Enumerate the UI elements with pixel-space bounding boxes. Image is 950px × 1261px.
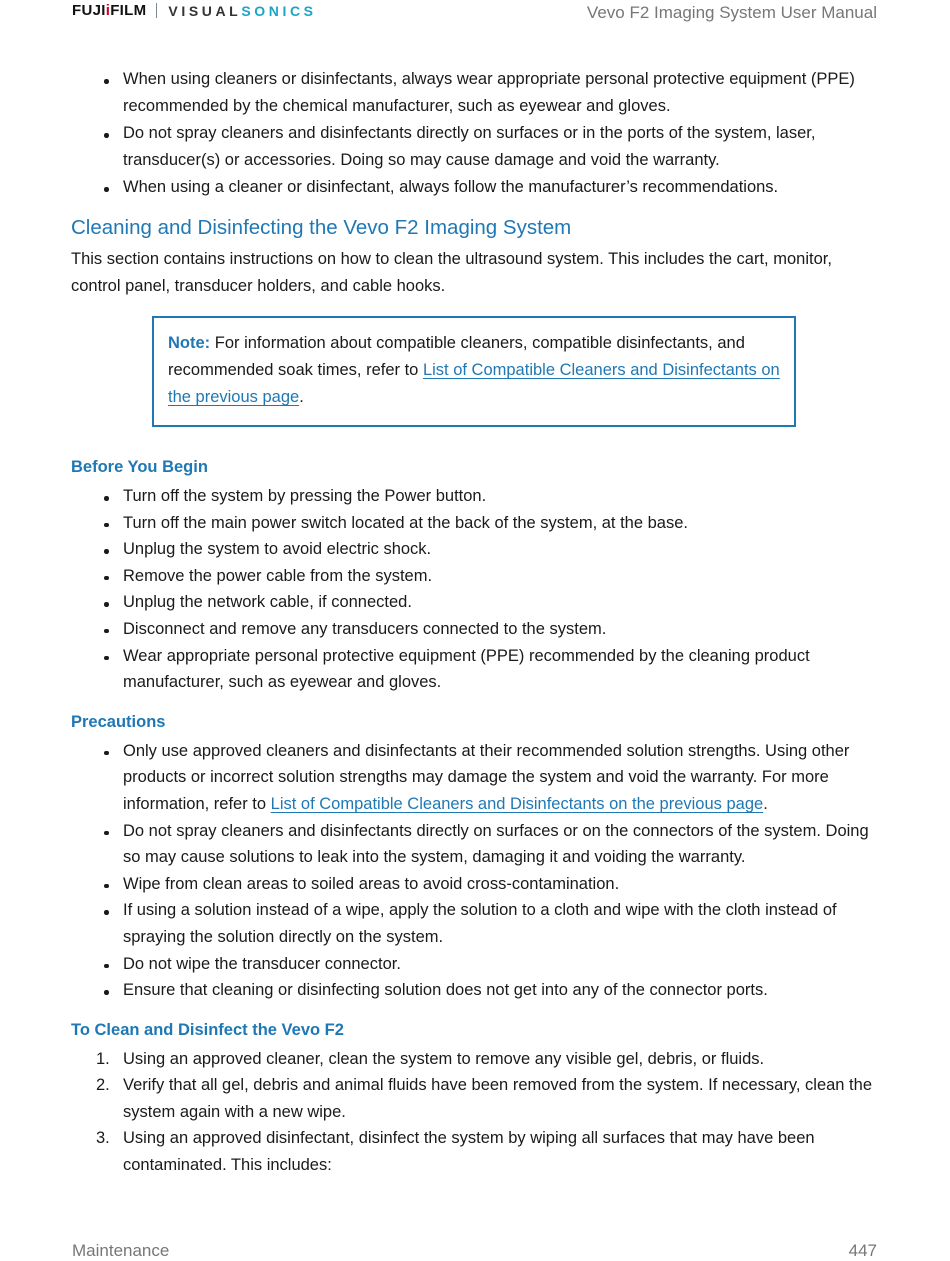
page-header <box>0 0 950 30</box>
clean-disinfect-heading: To Clean and Disinfect the Vevo F2 <box>71 1020 344 1039</box>
fujifilm-visualsonics-logo <box>72 2 317 19</box>
list-item: Unplug the system to avoid electric shock. <box>71 536 881 563</box>
note-box <box>152 316 796 427</box>
page-content <box>71 66 881 1179</box>
footer-section-name: Maintenance <box>72 1241 170 1260</box>
compatible-cleaners-link[interactable]: List of Compatible Cleaners and Disinfectants on the previous page <box>168 361 780 406</box>
list-item: Turn off the main power switch located at the back of the system, at the base. <box>71 510 881 537</box>
step-number: 3. <box>96 1129 110 1148</box>
list-item: Disconnect and remove any transducers connected to the system. <box>71 616 881 643</box>
list-item: Turn off the system by pressing the Power button. <box>71 483 881 510</box>
precaution-end: . <box>763 794 768 813</box>
fujifilm-wordmark: FUJIiFILM <box>72 2 147 19</box>
visualsonics-wordmark-sonics: SONICS <box>241 2 317 19</box>
step-text: Using an approved disinfectant, disinfect the system by wiping all surfaces that may have been contaminated. This includes: <box>123 1129 815 1175</box>
intro-bullet-list <box>71 66 881 201</box>
list-item: If using a solution instead of a wipe, apply the solution to a cloth and wipe with the cloth instead of spraying the solution directly on the system. <box>71 897 881 950</box>
before-you-begin-heading: Before You Begin <box>71 458 208 476</box>
step-item <box>71 1125 881 1178</box>
list-item: Ensure that cleaning or disinfecting solution does not get into any of the connector ports. <box>71 977 881 1004</box>
list-item: Remove the power cable from the system. <box>71 563 881 590</box>
step-number: 2. <box>96 1076 110 1095</box>
precautions-heading: Precautions <box>71 712 166 731</box>
list-item: Wear appropriate personal protective equipment (PPE) recommended by the cleaning product manufacturer, such as eyewear and gloves. <box>71 643 881 696</box>
precaution-text: Only use approved cleaners and disinfectants at their recommended solution strengths. Using other products or incorrect solution strengths may damage the system and void the warranty. For more information, refer to <box>123 741 850 813</box>
step-text: Verify that all gel, debris and animal fluids have been removed from the system. If necessary, clean the system again with a new wipe. <box>123 1076 872 1121</box>
note-end: . <box>299 388 304 406</box>
list-item <box>71 738 881 818</box>
note-text: For information about compatible cleaners, compatible disinfectants, and recommended soak times, refer to <box>168 334 745 379</box>
step-item <box>71 1072 881 1125</box>
step-number: 1. <box>96 1049 110 1068</box>
list-item: Do not spray cleaners and disinfectants directly on surfaces or in the ports of the system, laser, transducer(s) or accessories. Doing so may cause damage and void the warranty. <box>71 120 881 174</box>
before-you-begin-list <box>71 483 881 696</box>
list-item: When using a cleaner or disinfectant, always follow the manufacturer’s recommendations. <box>71 174 881 201</box>
step-text: Using an approved cleaner, clean the system to remove any visible gel, debris, or fluids. <box>123 1049 765 1068</box>
step-item <box>71 1046 881 1073</box>
page-number: 447 <box>848 1241 877 1260</box>
list-item: Wipe from clean areas to soiled areas to avoid cross-contamination. <box>71 871 881 898</box>
list-item: Unplug the network cable, if connected. <box>71 589 881 616</box>
visualsonics-wordmark-visual: VISUAL <box>168 2 242 19</box>
logo-divider <box>156 3 157 18</box>
list-item: Do not wipe the transducer connector. <box>71 951 881 978</box>
list-item: Do not spray cleaners and disinfectants directly on surfaces or on the connectors of the system. Doing so may cause solutions to leak into the system, damaging it and voiding the warranty. <box>71 818 881 871</box>
clean-disinfect-steps <box>71 1046 881 1179</box>
compatible-cleaners-link[interactable]: List of Compatible Cleaners and Disinfectants on the previous page <box>270 794 764 813</box>
manual-title: Vevo F2 Imaging System User Manual <box>586 3 877 22</box>
list-item: When using cleaners or disinfectants, always wear appropriate personal protective equipment (PPE) recommended by the chemical manufacturer, such as eyewear and gloves. <box>71 66 881 120</box>
section-intro: This section contains instructions on how to clean the ultrasound system. This includes the cart, monitor, control panel, transducer holders, and cable hooks. <box>71 250 832 295</box>
note-label: Note: <box>168 334 211 352</box>
precautions-list <box>71 738 881 1004</box>
section-title: Cleaning and Disinfecting the Vevo F2 Imaging System <box>71 216 572 239</box>
